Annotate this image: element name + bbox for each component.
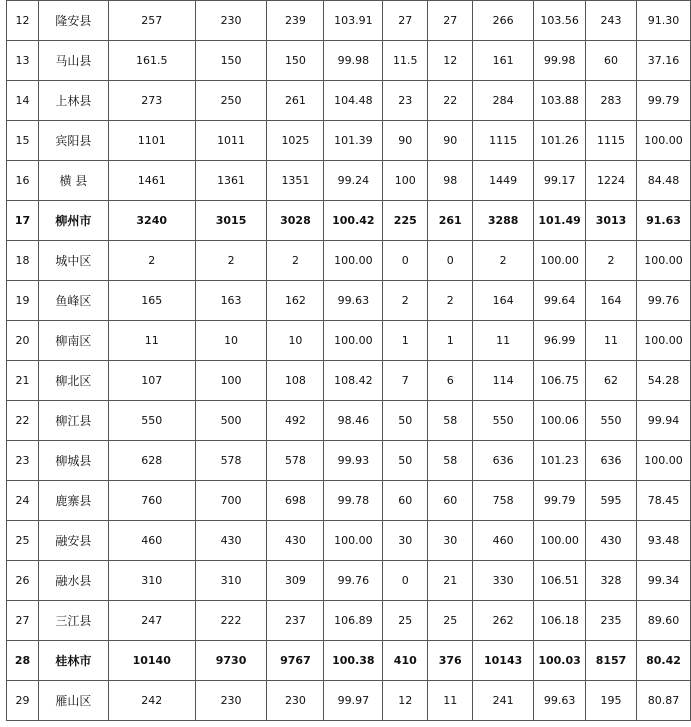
value-cell: 550 (473, 401, 534, 441)
row-number-cell: 12 (7, 1, 39, 41)
value-cell: 84.48 (636, 161, 690, 201)
value-cell: 1461 (108, 161, 195, 201)
value-cell: 6 (428, 361, 473, 401)
value-cell: 108.42 (324, 361, 383, 401)
row-number-cell: 23 (7, 441, 39, 481)
value-cell: 3240 (108, 201, 195, 241)
table-row (7, 361, 691, 401)
value-cell: 239 (267, 1, 324, 41)
region-name-cell: 上林县 (38, 81, 108, 121)
value-cell: 760 (108, 481, 195, 521)
table-row (7, 601, 691, 641)
row-number-cell: 17 (7, 201, 39, 241)
value-cell: 27 (383, 1, 428, 41)
value-cell: 99.98 (534, 41, 586, 81)
region-name-cell: 鹿寨县 (38, 481, 108, 521)
value-cell: 12 (428, 41, 473, 81)
region-name-cell: 柳江县 (38, 401, 108, 441)
value-cell: 80.87 (636, 681, 690, 721)
value-cell: 54.28 (636, 361, 690, 401)
value-cell: 1351 (267, 161, 324, 201)
value-cell: 492 (267, 401, 324, 441)
value-cell: 21 (428, 561, 473, 601)
value-cell: 2 (586, 241, 637, 281)
row-number-cell: 24 (7, 481, 39, 521)
value-cell: 101.26 (534, 121, 586, 161)
region-name-cell: 隆安县 (38, 1, 108, 41)
region-name-cell: 鱼峰区 (38, 281, 108, 321)
value-cell: 0 (428, 241, 473, 281)
value-cell: 114 (473, 361, 534, 401)
statistics-table (6, 0, 691, 721)
value-cell: 99.79 (534, 481, 586, 521)
table-row (7, 481, 691, 521)
value-cell: 1025 (267, 121, 324, 161)
region-name-cell: 融水县 (38, 561, 108, 601)
value-cell: 310 (195, 561, 267, 601)
value-cell: 12 (383, 681, 428, 721)
row-number-cell: 18 (7, 241, 39, 281)
row-number-cell: 29 (7, 681, 39, 721)
value-cell: 99.76 (324, 561, 383, 601)
value-cell: 161.5 (108, 41, 195, 81)
value-cell: 376 (428, 641, 473, 681)
value-cell: 150 (195, 41, 267, 81)
value-cell: 460 (473, 521, 534, 561)
value-cell: 550 (586, 401, 637, 441)
value-cell: 636 (473, 441, 534, 481)
value-cell: 99.78 (324, 481, 383, 521)
value-cell: 99.64 (534, 281, 586, 321)
value-cell: 101.49 (534, 201, 586, 241)
value-cell: 230 (267, 681, 324, 721)
value-cell: 230 (195, 1, 267, 41)
row-number-cell: 19 (7, 281, 39, 321)
value-cell: 8157 (586, 641, 637, 681)
region-name-cell: 马山县 (38, 41, 108, 81)
region-name-cell: 横 县 (38, 161, 108, 201)
value-cell: 80.42 (636, 641, 690, 681)
row-number-cell: 26 (7, 561, 39, 601)
region-name-cell: 城中区 (38, 241, 108, 281)
value-cell: 91.63 (636, 201, 690, 241)
value-cell: 106.51 (534, 561, 586, 601)
value-cell: 247 (108, 601, 195, 641)
value-cell: 58 (428, 441, 473, 481)
table-row (7, 521, 691, 561)
value-cell: 11 (586, 321, 637, 361)
value-cell: 1 (383, 321, 428, 361)
value-cell: 3015 (195, 201, 267, 241)
value-cell: 262 (473, 601, 534, 641)
value-cell: 11 (473, 321, 534, 361)
value-cell: 99.98 (324, 41, 383, 81)
value-cell: 99.17 (534, 161, 586, 201)
value-cell: 106.75 (534, 361, 586, 401)
table-row (7, 641, 691, 681)
value-cell: 23 (383, 81, 428, 121)
region-name-cell: 柳南区 (38, 321, 108, 361)
value-cell: 11.5 (383, 41, 428, 81)
value-cell: 99.34 (636, 561, 690, 601)
row-number-cell: 14 (7, 81, 39, 121)
value-cell: 309 (267, 561, 324, 601)
value-cell: 261 (267, 81, 324, 121)
value-cell: 1101 (108, 121, 195, 161)
value-cell: 1115 (586, 121, 637, 161)
value-cell: 2 (383, 281, 428, 321)
row-number-cell: 13 (7, 41, 39, 81)
value-cell: 103.56 (534, 1, 586, 41)
table-row (7, 201, 691, 241)
value-cell: 578 (195, 441, 267, 481)
region-name-cell: 柳北区 (38, 361, 108, 401)
value-cell: 89.60 (636, 601, 690, 641)
value-cell: 100.00 (636, 121, 690, 161)
value-cell: 50 (383, 441, 428, 481)
region-name-cell: 柳城县 (38, 441, 108, 481)
value-cell: 60 (586, 41, 637, 81)
value-cell: 1224 (586, 161, 637, 201)
table-row (7, 281, 691, 321)
value-cell: 261 (428, 201, 473, 241)
value-cell: 60 (383, 481, 428, 521)
row-number-cell: 16 (7, 161, 39, 201)
value-cell: 1361 (195, 161, 267, 201)
table-row (7, 161, 691, 201)
value-cell: 99.63 (324, 281, 383, 321)
value-cell: 10 (195, 321, 267, 361)
value-cell: 3028 (267, 201, 324, 241)
value-cell: 636 (586, 441, 637, 481)
value-cell: 100.03 (534, 641, 586, 681)
value-cell: 25 (428, 601, 473, 641)
value-cell: 30 (428, 521, 473, 561)
value-cell: 257 (108, 1, 195, 41)
value-cell: 90 (383, 121, 428, 161)
value-cell: 2 (473, 241, 534, 281)
value-cell: 1011 (195, 121, 267, 161)
value-cell: 222 (195, 601, 267, 641)
value-cell: 100.38 (324, 641, 383, 681)
value-cell: 230 (195, 681, 267, 721)
table-row (7, 401, 691, 441)
value-cell: 96.99 (534, 321, 586, 361)
table-row (7, 441, 691, 481)
value-cell: 100.00 (636, 241, 690, 281)
value-cell: 266 (473, 1, 534, 41)
value-cell: 2 (108, 241, 195, 281)
value-cell: 225 (383, 201, 428, 241)
value-cell: 430 (195, 521, 267, 561)
value-cell: 104.48 (324, 81, 383, 121)
value-cell: 237 (267, 601, 324, 641)
value-cell: 22 (428, 81, 473, 121)
value-cell: 58 (428, 401, 473, 441)
value-cell: 30 (383, 521, 428, 561)
value-cell: 578 (267, 441, 324, 481)
table-row (7, 561, 691, 601)
value-cell: 242 (108, 681, 195, 721)
value-cell: 27 (428, 1, 473, 41)
value-cell: 99.63 (534, 681, 586, 721)
value-cell: 11 (428, 681, 473, 721)
value-cell: 9730 (195, 641, 267, 681)
value-cell: 100.00 (534, 241, 586, 281)
value-cell: 98.46 (324, 401, 383, 441)
value-cell: 1449 (473, 161, 534, 201)
value-cell: 460 (108, 521, 195, 561)
region-name-cell: 融安县 (38, 521, 108, 561)
region-name-cell: 雁山区 (38, 681, 108, 721)
value-cell: 106.18 (534, 601, 586, 641)
value-cell: 250 (195, 81, 267, 121)
value-cell: 37.16 (636, 41, 690, 81)
value-cell: 101.23 (534, 441, 586, 481)
region-name-cell: 桂林市 (38, 641, 108, 681)
table-row (7, 1, 691, 41)
table-row (7, 41, 691, 81)
value-cell: 99.94 (636, 401, 690, 441)
value-cell: 78.45 (636, 481, 690, 521)
row-number-cell: 20 (7, 321, 39, 361)
value-cell: 283 (586, 81, 637, 121)
value-cell: 103.88 (534, 81, 586, 121)
value-cell: 162 (267, 281, 324, 321)
value-cell: 164 (586, 281, 637, 321)
value-cell: 107 (108, 361, 195, 401)
value-cell: 100.00 (636, 441, 690, 481)
value-cell: 163 (195, 281, 267, 321)
value-cell: 99.93 (324, 441, 383, 481)
value-cell: 100.06 (534, 401, 586, 441)
value-cell: 410 (383, 641, 428, 681)
value-cell: 10140 (108, 641, 195, 681)
table-row (7, 81, 691, 121)
value-cell: 3013 (586, 201, 637, 241)
value-cell: 3288 (473, 201, 534, 241)
value-cell: 430 (586, 521, 637, 561)
value-cell: 0 (383, 561, 428, 601)
value-cell: 2 (267, 241, 324, 281)
table-row (7, 681, 691, 721)
value-cell: 165 (108, 281, 195, 321)
region-name-cell: 宾阳县 (38, 121, 108, 161)
value-cell: 235 (586, 601, 637, 641)
value-cell: 1 (428, 321, 473, 361)
value-cell: 103.91 (324, 1, 383, 41)
value-cell: 595 (586, 481, 637, 521)
value-cell: 100.00 (534, 521, 586, 561)
value-cell: 195 (586, 681, 637, 721)
table-row (7, 121, 691, 161)
value-cell: 101.39 (324, 121, 383, 161)
value-cell: 1115 (473, 121, 534, 161)
value-cell: 164 (473, 281, 534, 321)
value-cell: 50 (383, 401, 428, 441)
value-cell: 2 (195, 241, 267, 281)
value-cell: 99.97 (324, 681, 383, 721)
row-number-cell: 25 (7, 521, 39, 561)
value-cell: 150 (267, 41, 324, 81)
row-number-cell: 22 (7, 401, 39, 441)
value-cell: 500 (195, 401, 267, 441)
value-cell: 100 (383, 161, 428, 201)
value-cell: 100.00 (324, 241, 383, 281)
value-cell: 99.79 (636, 81, 690, 121)
value-cell: 330 (473, 561, 534, 601)
table-row (7, 321, 691, 361)
value-cell: 2 (428, 281, 473, 321)
value-cell: 100.00 (324, 321, 383, 361)
value-cell: 698 (267, 481, 324, 521)
value-cell: 60 (428, 481, 473, 521)
value-cell: 99.76 (636, 281, 690, 321)
value-cell: 243 (586, 1, 637, 41)
table-body (7, 1, 691, 721)
value-cell: 310 (108, 561, 195, 601)
value-cell: 9767 (267, 641, 324, 681)
value-cell: 10 (267, 321, 324, 361)
value-cell: 7 (383, 361, 428, 401)
value-cell: 328 (586, 561, 637, 601)
value-cell: 628 (108, 441, 195, 481)
value-cell: 10143 (473, 641, 534, 681)
value-cell: 11 (108, 321, 195, 361)
value-cell: 100.00 (636, 321, 690, 361)
value-cell: 98 (428, 161, 473, 201)
value-cell: 93.48 (636, 521, 690, 561)
value-cell: 25 (383, 601, 428, 641)
value-cell: 241 (473, 681, 534, 721)
table-row (7, 241, 691, 281)
value-cell: 100.00 (324, 521, 383, 561)
value-cell: 99.24 (324, 161, 383, 201)
region-name-cell: 三江县 (38, 601, 108, 641)
value-cell: 108 (267, 361, 324, 401)
region-name-cell: 柳州市 (38, 201, 108, 241)
row-number-cell: 15 (7, 121, 39, 161)
value-cell: 273 (108, 81, 195, 121)
value-cell: 90 (428, 121, 473, 161)
value-cell: 700 (195, 481, 267, 521)
value-cell: 758 (473, 481, 534, 521)
value-cell: 550 (108, 401, 195, 441)
value-cell: 161 (473, 41, 534, 81)
value-cell: 91.30 (636, 1, 690, 41)
value-cell: 100 (195, 361, 267, 401)
value-cell: 62 (586, 361, 637, 401)
value-cell: 284 (473, 81, 534, 121)
row-number-cell: 27 (7, 601, 39, 641)
value-cell: 0 (383, 241, 428, 281)
value-cell: 430 (267, 521, 324, 561)
value-cell: 100.42 (324, 201, 383, 241)
row-number-cell: 21 (7, 361, 39, 401)
value-cell: 106.89 (324, 601, 383, 641)
row-number-cell: 28 (7, 641, 39, 681)
